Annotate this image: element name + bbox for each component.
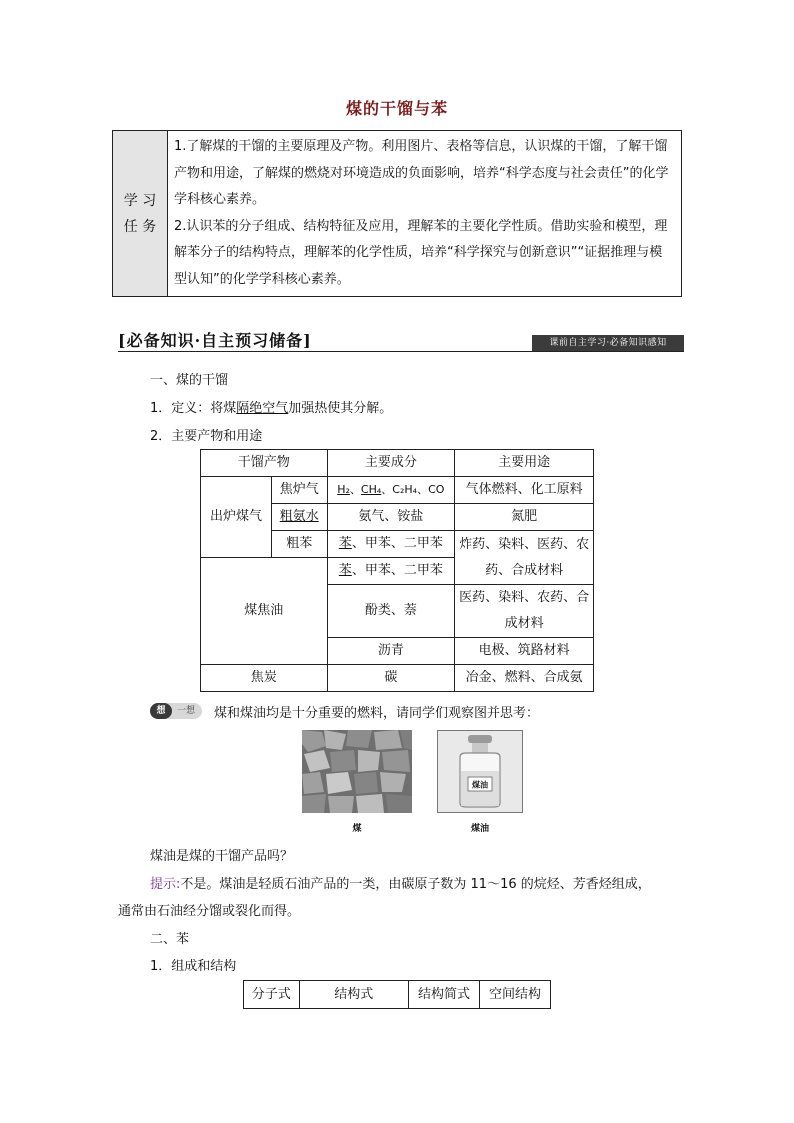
coke-components: 碳 [327, 665, 455, 692]
composition-subheading: 1．组成和结构 [150, 959, 237, 974]
component-ch4: CH₄ [360, 483, 382, 496]
bottle-label: 煤油 [472, 780, 488, 790]
header-cell: 空间结构 [480, 981, 551, 1009]
coal-tar: 煤焦油 [201, 558, 328, 665]
component-c2h4: C₂H₄ [392, 483, 418, 496]
table-row [201, 477, 594, 504]
hint-line-2: 通常由石油经分馏或裂化而得。 [118, 904, 301, 919]
coal-tar-use: 电极、筑路材料 [455, 638, 594, 665]
coke-oven-gas-use: 气体燃料、化工原料 [455, 477, 594, 504]
table-row [201, 665, 594, 692]
label-line-1: 学 习 [123, 192, 157, 209]
kerosene-photo [437, 730, 523, 813]
learning-tasks-text [168, 131, 682, 297]
task-item: 2.认识苯的分子组成、结构特征及应用，理解苯的主要化学性质。借助实验和模型，理解苯分子的结构特点，理解苯的化学性质，培养“科学探究与创新意识”“证据推理与模型认知”的化学学科核心素养。 [174, 218, 668, 287]
think-question: 煤油是煤的干馏产品吗？ [150, 849, 294, 864]
header-cell: 主要用途 [455, 450, 594, 477]
definition-suffix: 加强热使其分解。 [288, 401, 393, 416]
section-divider [118, 351, 684, 352]
coal-photo [302, 730, 412, 813]
coal-rocks-illustration [302, 730, 412, 813]
benzene-rest: 、甲苯、二甲苯 [351, 536, 443, 551]
crude-ammonia-components: 氨气、铵盐 [327, 504, 455, 531]
benzene-rest: 、甲苯、二甲苯 [351, 563, 443, 578]
header-cell: 干馏产物 [201, 450, 328, 477]
think-tag [150, 703, 202, 719]
benzene-word: 苯 [338, 563, 352, 578]
crude-benzene: 粗苯 [271, 531, 327, 558]
hint-label: 提示: [150, 877, 181, 892]
coal-tar-use: 医药、染料、农药、合成材料 [455, 585, 594, 638]
label-line-2: 任 务 [123, 218, 157, 235]
coke-oven-gas-components: H₂、CH₄、C₂H₄、CO [327, 477, 455, 504]
coal-tar-components: 沥青 [327, 638, 455, 665]
definition-keyword: 隔绝空气 [236, 401, 289, 416]
crude-ammonia-use: 氮肥 [455, 504, 594, 531]
furnace-gas-group: 出炉煤气 [201, 477, 272, 558]
learning-tasks-label [113, 131, 168, 297]
think-tag-rest: 一想 [176, 706, 195, 716]
crude-ammonia: 粗氨水 [271, 504, 327, 531]
think-tag-main: 想 [150, 703, 172, 719]
table-header-row [244, 981, 551, 1009]
component-co: CO [428, 483, 445, 496]
coke: 焦炭 [201, 665, 328, 692]
hint-line-1 [150, 873, 651, 892]
learning-tasks-box [112, 130, 682, 297]
coke-use: 冶金、燃料、合成氨 [455, 665, 594, 692]
coke-oven-gas: 焦炉气 [271, 477, 327, 504]
section-tag: 课前自主学习·必备知识感知 [532, 335, 684, 351]
definition-line [150, 397, 392, 416]
task-item: 1.了解煤的干馏的主要原理及产物。利用图片、表格等信息，认识煤的干馏，了解干馏产物和用途，了解煤的燃烧对环境造成的负面影响，培养“科学态度与社会责任”的化学学科核心素养。 [174, 139, 669, 207]
section-heading: [必备知识·自主预习储备] [118, 331, 312, 350]
table-header-row [201, 450, 594, 477]
definition-prefix: 1．定义：将煤 [150, 401, 237, 416]
header-cell: 结构简式 [409, 981, 480, 1009]
crude-benzene-components [327, 531, 455, 558]
header-cell: 主要成分 [327, 450, 455, 477]
coal-tar-components [327, 558, 455, 585]
part1-heading: 一、煤的干馏 [150, 373, 229, 388]
kerosene-bottle-illustration [438, 731, 522, 812]
benzene-word: 苯 [338, 536, 352, 551]
benzene-use: 炸药、染料、医药、农药、合成材料 [455, 531, 594, 585]
part2-heading: 二、苯 [150, 932, 190, 947]
caption-coal: 煤 [352, 824, 362, 834]
distillation-products-table [200, 449, 594, 692]
benzene-structure-table [243, 980, 551, 1009]
think-text: 煤和煤油均是十分重要的燃料，请同学们观察图并思考： [214, 706, 540, 721]
coal-tar-components: 酚类、萘 [327, 585, 455, 638]
page-title: 煤的干馏与苯 [345, 99, 448, 118]
header-cell: 分子式 [244, 981, 300, 1009]
hint-text-1: 不是。煤油是轻质石油产品的一类，由碳原子数为 11～16 的烷烃、芳香烃组成， [180, 877, 651, 892]
products-subheading: 2．主要产物和用途 [150, 429, 263, 444]
header-cell: 结构式 [299, 981, 409, 1009]
caption-kerosene: 煤油 [470, 824, 489, 834]
component-h2: H₂ [337, 483, 350, 496]
